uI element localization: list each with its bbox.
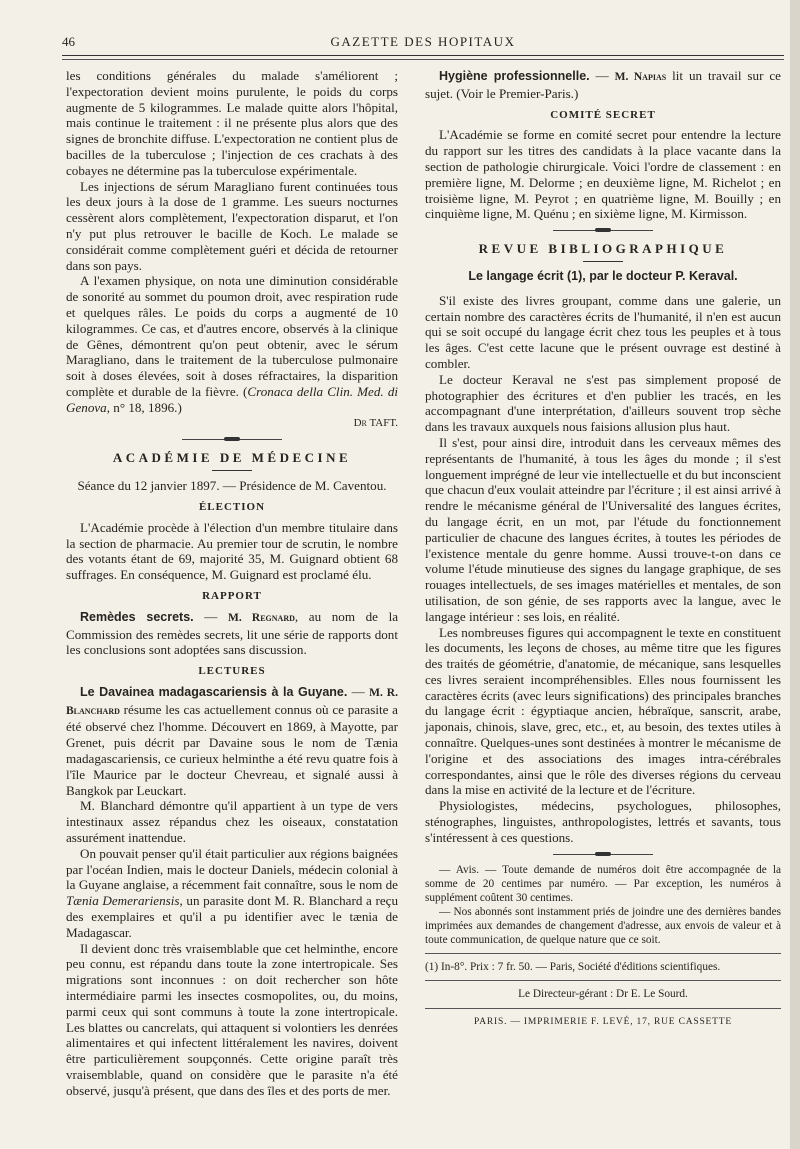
- paragraph: Les nombreuses figures qui accompagnent le texte en constituent les documents, les leçons de choses, au même titre que les figures des traités de géométrie, d'anatomie, de mécanique, sans lesquelles ces livres seraient incompréhensibles. Elles nous fournissent les caractères écrits (avec leurs significations) des principales branches du langage écrit : égyptiaque ancien, hébraïque, sanscrit, arabe, japonais, chinois, slave, grec, etc., et, au besoin, des textes utiles à connaître. Quelques-unes sont destinées à montrer le mécanisme de l'origine et des associations des images intra-cérébrales correspondantes, ainsi que le rôle des diverses régions du cerveau dans la mise en activité de la lecture et de l'écriture.: [425, 624, 781, 798]
- notice-abonnes: — Nos abonnés sont instamment priés de joindre une des dernières bandes imprimées aux demandes de changement d'adresse, aux envois de valeur et à toute communication, de quelque nature que ce soit.: [425, 905, 781, 946]
- subheading-comite: COMITÉ SECRET: [550, 108, 656, 121]
- header-rule: [62, 55, 784, 56]
- paragraph: Il devient donc très vraisemblable que cet helminthe, encore peu connu, est répandu dans toute la zone intertropicale. Ses migrations sont inconnues : on doit rechercher son hôte intermédiaire parmi les insectes cosmopolites, ou, du moins, parmi ceux qui sont communs à toute la zone intertropicale. Les blattes ou cancrelats, qui attaquent si volontiers les denrées alimentaires et qui infectent littéralement les navires, doivent être particulièrement soupçonnés. Cette origine paraît très vraisemblable, quand on considère que le parasite n'a été observé, jusqu'à présent, que dans des îles et des ports de mer.: [66, 940, 398, 1098]
- paragraph: Les injections de sérum Maragliano furent continuées tous les deux jours à la dose de 1 gramme. Les sueurs nocturnes cessèrent alors complètement, l'expectoration disparut, et l'on n'y put plus retrouver le bacille de Koch. Le malade se considérait comme complètement guéri et décida de retourner dans son pays.: [66, 178, 398, 273]
- page-number: 46: [62, 34, 75, 49]
- rule: [425, 1008, 781, 1009]
- subheading-rapport: RAPPORT: [202, 589, 262, 602]
- ornament-divider: [182, 439, 282, 440]
- journal-title: GAZETTE DES HOPITAUX: [330, 34, 516, 49]
- paragraph: M. Blanchard démontre qu'il appartient à un type de vers intestinaux assez répandus chez les oiseaux, constatation assurément inattendue.: [66, 798, 398, 846]
- footnote-rule: [425, 953, 781, 954]
- divider: [583, 261, 623, 262]
- paragraph: les conditions générales du malade s'améliorent ; l'expectoration devient moins purulente, le poids du corps augmente de 5 kilogrammes. Le malade quitte alors l'hôpital, mais continue le traitement : il ne présente plus alors que des signes de bronchite diffuse. L'expectoration ne contient plus de bacilles de la tuberculose ; l'injection de ces crachats à des cobayes ne détermine pas la tuberculose expérimentale.: [66, 68, 398, 178]
- subheading-lectures: LECTURES: [198, 665, 266, 678]
- footnote: (1) In-8°. Prix : 7 fr. 50. — Paris, Société d'éditions scientifiques.: [425, 960, 721, 973]
- ornament-divider: [553, 854, 653, 855]
- paragraph: Physiologistes, médecins, psychologues, philosophes, sténographes, linguistes, anthropologistes, lettrés et savants, tous s'intéressent à ces questions.: [425, 798, 781, 845]
- section-heading-academie: ACADÉMIE DE MÉDECINE: [112, 450, 352, 466]
- paragraph: Le docteur Keraval ne s'est pas simplement proposé de photographier des écritures et d'en publier les tracés, en les accompagnant d'une interprétation, d'ailleurs souvent trop sèche dans les travaux auxquels nous faisions allusion plus haut.: [425, 371, 781, 435]
- paragraph: Remèdes secrets. — M. Regnard, au nom de la Commission des remèdes secrets, lit une série de rapports dont les conclusions sont adoptées sans discussion.: [66, 608, 399, 658]
- paragraph: L'Académie se forme en comité secret pour entendre la lecture du rapport sur les titres des candidats à la place vacante dans la section de pathologie chirurgicale. Voici l'ordre de classement : en première ligne, M. Delorme ; en deuxième ligne, M. Richelot ; en troisième ligne, M. Peyrot ; en quatrième ligne, M. Bouilly ; en cinquième ligne, M. Quénu ; en sixième ligne, M. Kirmisson.: [425, 127, 781, 222]
- notice-avis: — Avis. — Toute demande de numéros doit être accompagnée de la somme de 20 centimes par numéro. — Par exception, les numéros à supplément coûtent 30 centimes.: [425, 863, 781, 904]
- header-rule-thin: [62, 59, 784, 60]
- subheading-election: ÉLECTION: [198, 500, 266, 513]
- rule: [425, 980, 781, 981]
- author-signature: Dr TAFT.: [353, 416, 398, 429]
- right-column: [425, 68, 781, 1031]
- paragraph: On pouvait penser qu'il était particulier aux régions baignées par l'océan Indien, mais le docteur Daniels, médecin colonial à la Guyane anglaise, a récemment fait connaître, sous le nom de Tænia Demerariensis, un parasite dont M. R. Blanchard a reçu des exemplaires et qu'il a pu identifier avec le tænia de Madagascar.: [66, 845, 398, 940]
- left-column: [66, 68, 398, 1099]
- book-title: Le langage écrit (1), par le docteur P. Keraval.: [468, 268, 738, 283]
- paragraph: A l'examen physique, on nota une diminution considérable de sonorité au sommet du poumon droit, avec respiration rude et quelques râles. Le poids du corps a augmenté de 10 kilogrammes. Ce cas, et d'autres encore, observés à la clinique de Gênes, démontrent qu'on peut obtenir, avec le sérum Maragliano, dans le traitement de la tuberculose pulmonaire soit à doses élevées, soit à doses réfractaires, la disparition complète et durable de la fièvre. (Cronaca della Clin. Med. di Genova, n° 18, 1896.): [66, 273, 398, 415]
- ornament-divider: [553, 230, 653, 231]
- printer-line: PARIS. — IMPRIMERIE F. LEVÉ, 17, RUE CASSETTE: [474, 1017, 732, 1028]
- page-edge: [790, 0, 800, 1149]
- paragraph: Le Davainea madagascariensis à la Guyane. — M. R. Blanchard résume les cas actuellement connus où ce parasite a été observé chez l'homme. Découvert en 1869, à Mayotte, par Grenet, puis décrit par Davaine sous le nom de Tænia madagascariensis, ce curieux helminthe a été revu quatre fois à l'île Maurice par le docteur Chevreau, et signalé aussi à Bangkok par Leuckart.: [66, 683, 398, 798]
- paragraph: L'Académie procède à l'élection d'un membre titulaire dans la section de pharmacie. Au premier tour de scrutin, le nombre des votants étant de 69, majorité 35, M. Guignard obtient 68 suffrages. En conséquence, M. Guignard est proclamé élu.: [66, 519, 398, 583]
- running-header: [62, 34, 784, 54]
- paragraph: Hygiène professionnelle. — M. Napias lit un travail sur ce sujet. (Voir le Premier-Paris.): [425, 68, 781, 101]
- paragraph: Il s'est, pour ainsi dire, introduit dans les cerveaux mêmes des représentants de l'humanité, à tous les âges du monde ; il s'est longuement imprégné de leur vie intellectuelle et du but inconscient que chacun d'eux voulait atteindre par l'écriture ; il est ainsi arrivé à rendre le mécanisme général de l'Universalité des langues écrites, du langage écrit, en un mot, par l'étude du fonctionnement particulier de chacune des langues écrites, à toutes les périodes de l'existence mentale du genre homme. Aussi trouve-t-on dans ce volume l'étude minutieuse des signes du langage graphique, de ses rouages intellectuels, de ses images matérielles et mentales, de son utilisation, de son génie, de ses rapports avec la langue, avec le langage intérieur : ses lois, en réalité.: [425, 434, 781, 624]
- editor-line: Le Directeur-gérant : Dr E. Le Sourd.: [518, 987, 688, 1000]
- seance-line: Séance du 12 janvier 1897. — Présidence de M. Caventou.: [77, 478, 387, 494]
- paragraph: S'il existe des livres groupant, comme dans une galerie, un certain nombre des caractères écrits de l'humanité, il n'en est aucun qui se soit occupé du langage écrit chez tous les peuples et à tous les âges. C'est cette lacune que le présent ouvrage est destiné à combler.: [425, 292, 781, 371]
- divider: [212, 470, 252, 471]
- section-heading-revue: REVUE BIBLIOGRAPHIQUE: [478, 241, 728, 257]
